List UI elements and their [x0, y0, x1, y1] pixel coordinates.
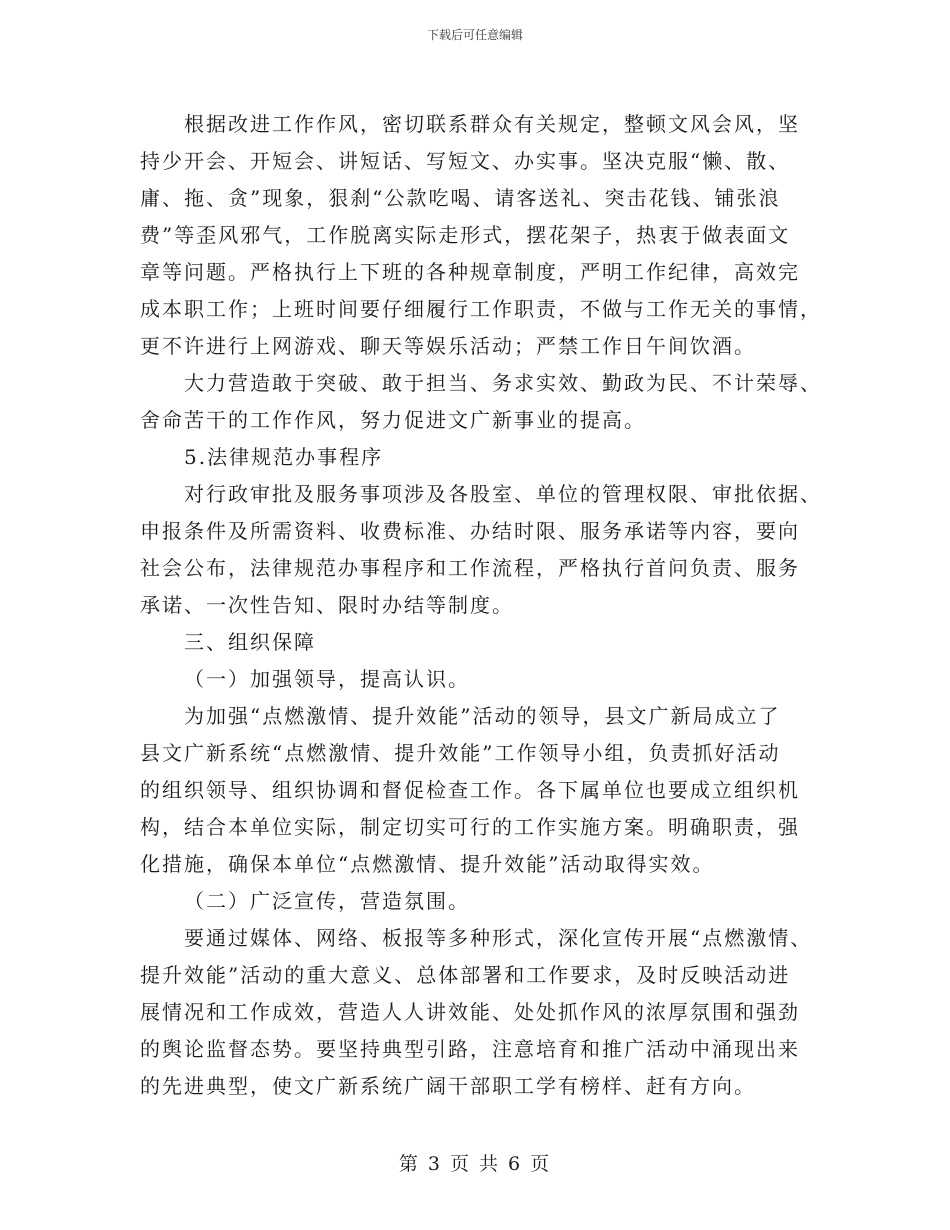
paragraph [140, 920, 813, 1105]
text-line: 为加强“点燃激情、提升效能”活动的领导，县文广新局成立了 [184, 704, 781, 728]
text-line: 展情况和工作成效，营造人人讲效能、处处抓作风的浓厚氛围和强劲 [140, 1000, 800, 1024]
text-line: 承诺、一次性告知、限时办结等制度。 [140, 593, 514, 617]
text-line: 构，结合本单位实际，制定切实可行的工作实施方案。明确职责，强 [140, 815, 800, 839]
text-line: 要通过媒体、网络、板报等多种形式，深化宣传开展“点燃激情、 [184, 926, 813, 950]
text-line: 社会公布，法律规范办事程序和工作流程，严格执行首问负责、服务 [140, 556, 800, 580]
text-line: 的舆论监督态势。要坚持典型引路，注意培育和推广活动中涌现出来 [140, 1037, 800, 1061]
paragraph [140, 106, 822, 365]
text-line: 提升效能”活动的重大意义、总体部署和工作要求，及时反映活动进 [140, 963, 791, 987]
text-line: 舍命苦干的工作作风，努力促进文广新事业的提高。 [140, 408, 646, 432]
text-line: 更不许进行上网游戏、聊天等娱乐活动；严禁工作日午间饮酒。 [140, 334, 756, 358]
section-heading [140, 624, 810, 661]
page-number: 第 3 页 共 6 页 [398, 1153, 552, 1175]
text-line: 县文广新系统“点燃激情、提升效能”工作领导小组，负责抓好活动 [140, 741, 781, 765]
paragraph [140, 698, 810, 883]
text-line: 的先进典型，使文广新系统广阔干部职工学有榜样、赶有方向。 [140, 1074, 756, 1098]
paragraph [140, 365, 822, 439]
text-line: （一）加强领导，提高认识。 [184, 667, 470, 691]
document-body [140, 106, 822, 1105]
text-line: 申报条件及所需资料、收费标准、办结时限、服务承诺等内容，要向 [140, 519, 800, 543]
section-heading [140, 661, 810, 698]
text-line: 化措施，确保本单位“点燃激情、提升效能”活动取得实效。 [140, 852, 715, 876]
text-line: 庸、拖、贪”现象，狠刹“公款吃喝、请客送礼、突击花钱、铺张浪 [140, 186, 781, 210]
text-line: 大力营造敢于突破、敢于担当、务求实效、勤政为民、不计荣辱、 [184, 371, 822, 395]
text-line: 章等问题。严格执行上下班的各种规章制度，严明工作纪律，高效完 [140, 260, 800, 284]
text-line: （二）广泛宣传，营造氛围。 [184, 889, 470, 913]
page-header-note: 下载后可任意编辑 [426, 28, 523, 42]
text-line: 持少开会、开短会、讲短话、写短文、办实事。坚决克服“懒、散、 [140, 149, 791, 173]
text-line: 对行政审批及服务事项涉及各股室、单位的管理权限、审批依据、 [184, 482, 822, 506]
section-heading [140, 883, 810, 920]
text-line: 成本职工作；上班时间要仔细履行工作职责，不做与工作无关的事情， [140, 297, 822, 321]
paragraph [140, 476, 822, 624]
section-heading [140, 439, 810, 476]
text-line: 三、组织保障 [184, 630, 316, 654]
text-line: 的组织领导、组织协调和督促检查工作。各下属单位也要成立组织机 [140, 778, 800, 802]
text-line: 5.法律规范办事程序 [184, 445, 384, 469]
text-line: 根据改进工作作风，密切联系群众有关规定，整顿文风会风，坚 [184, 112, 800, 136]
text-line: 费”等歪风邪气，工作脱离实际走形式，摆花架子，热衷于做表面文 [140, 223, 791, 247]
